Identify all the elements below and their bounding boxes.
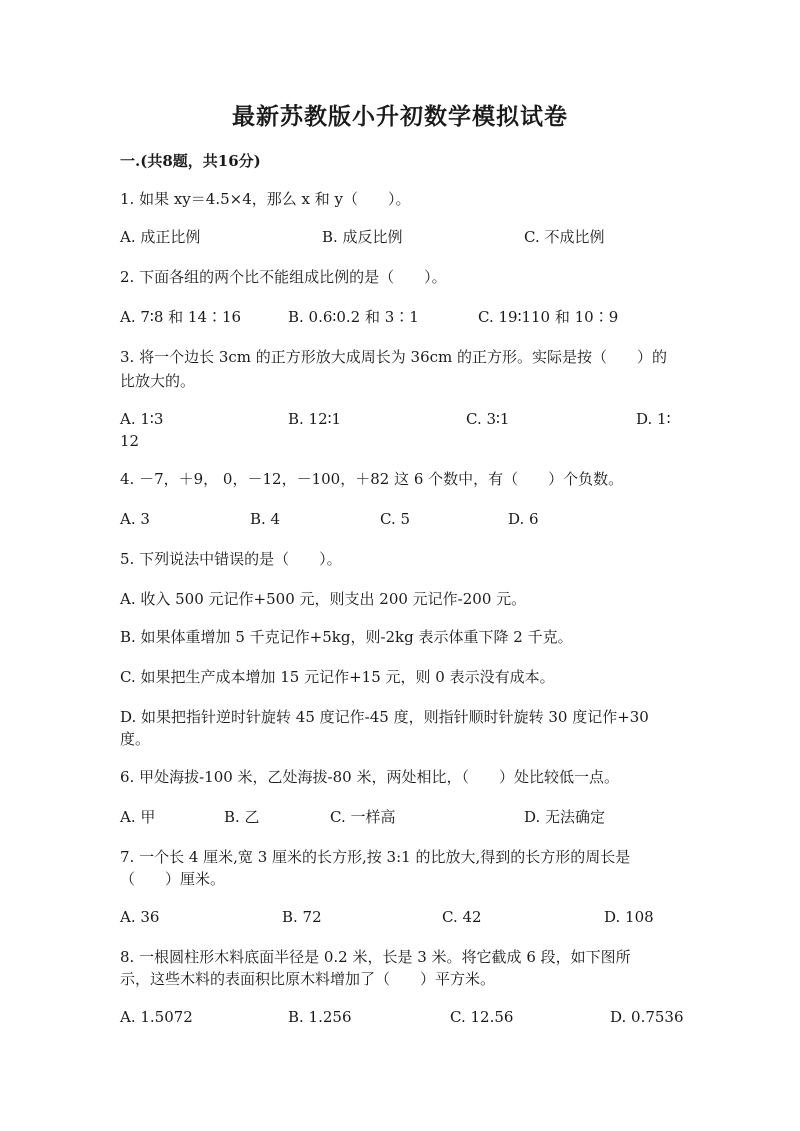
question-4-option-c: C. 5 — [380, 510, 411, 528]
question-2-option-b: B. 0.6∶0.2 和 3∶1 — [288, 308, 419, 326]
question-5-statement-a: A. 收入 500 元记作+500 元，则支出 200 元记作-200 元。 — [120, 590, 527, 608]
question-1-option-a: A. 成正比例 — [120, 228, 201, 246]
question-3-stem-line-2: 比放大的。 — [120, 372, 196, 390]
question-6-option-a: A. 甲 — [120, 808, 156, 826]
question-8-option-b: B. 1.256 — [288, 1008, 352, 1026]
question-7-option-c: C. 42 — [442, 908, 482, 926]
question-7-stem-line-1: 7. 一个长 4 厘米,宽 3 厘米的长方形,按 3:1 的比放大,得到的长方形的周长是 — [120, 848, 631, 866]
question-6-option-d: D. 无法确定 — [524, 808, 606, 826]
question-4-option-d: D. 6 — [508, 510, 539, 528]
question-5-statement-b: B. 如果体重增加 5 千克记作+5kg，则-2kg 表示体重下降 2 千克。 — [120, 628, 573, 646]
question-6-option-b: B. 乙 — [224, 808, 260, 826]
question-7-option-d: D. 108 — [604, 908, 654, 926]
question-2-option-a: A. 7∶8 和 14∶16 — [120, 308, 242, 326]
question-4-option-b: B. 4 — [250, 510, 281, 528]
question-5-statement-d-line-1: D. 如果把指针逆时针旋转 45 度记作-45 度，则指针顺时针旋转 30 度记作+30 — [120, 708, 649, 726]
question-3-option-b: B. 12∶1 — [288, 410, 342, 428]
question-3-option-d: D. 1∶ — [636, 410, 671, 428]
question-4-option-a: A. 3 — [120, 510, 150, 528]
question-8-stem-line-2: 示，这些木料的表面积比原木料增加了（ ）平方米。 — [120, 970, 496, 988]
question-3-option-a: A. 1∶3 — [120, 410, 164, 428]
question-6-stem: 6. 甲处海拔-100 米，乙处海拔-80 米，两处相比，（ ）处比较低一点。 — [120, 768, 619, 786]
section-heading: 一.(共8题，共16分) — [120, 152, 261, 170]
exam-title: 最新苏教版小升初数学模拟试卷 — [232, 103, 568, 130]
question-8-option-a: A. 1.5072 — [120, 1008, 193, 1026]
question-7-option-a: A. 36 — [120, 908, 160, 926]
question-5-statement-c: C. 如果把生产成本增加 15 元记作+15 元，则 0 表示没有成本。 — [120, 668, 555, 686]
question-3-stem-line-1: 3. 将一个边长 3cm 的正方形放大成周长为 36cm 的正方形。实际是按（ ）的 — [120, 348, 668, 366]
question-8-stem-line-1: 8. 一根圆柱形木料底面半径是 0.2 米，长是 3 米。将它截成 6 段，如下图所 — [120, 948, 631, 966]
question-8-option-d: D. 0.7536 — [610, 1008, 684, 1026]
question-5-stem: 5. 下列说法中错误的是（ ）。 — [120, 550, 342, 568]
question-6-option-c: C. 一样高 — [330, 808, 396, 826]
question-3-option-c: C. 3∶1 — [466, 410, 510, 428]
question-7-stem-line-2: （ ）厘米。 — [120, 870, 226, 888]
question-5-statement-d-line-2: 度。 — [120, 730, 151, 748]
question-2-option-c: C. 19∶110 和 10∶9 — [478, 308, 619, 326]
question-3-option-d-continued: 12 — [120, 432, 140, 450]
question-1-option-c: C. 不成比例 — [524, 228, 605, 246]
question-1-option-b: B. 成反比例 — [322, 228, 403, 246]
question-1-stem: 1. 如果 xy＝4.5×4，那么 x 和 y（ ）。 — [120, 190, 411, 208]
question-4-stem: 4. －7，＋9， 0，－12，－100，＋82 这 6 个数中，有（ ）个负数。 — [120, 470, 624, 488]
question-8-option-c: C. 12.56 — [450, 1008, 514, 1026]
question-7-option-b: B. 72 — [282, 908, 322, 926]
question-2-stem: 2. 下面各组的两个比不能组成比例的是（ ）。 — [120, 268, 447, 286]
